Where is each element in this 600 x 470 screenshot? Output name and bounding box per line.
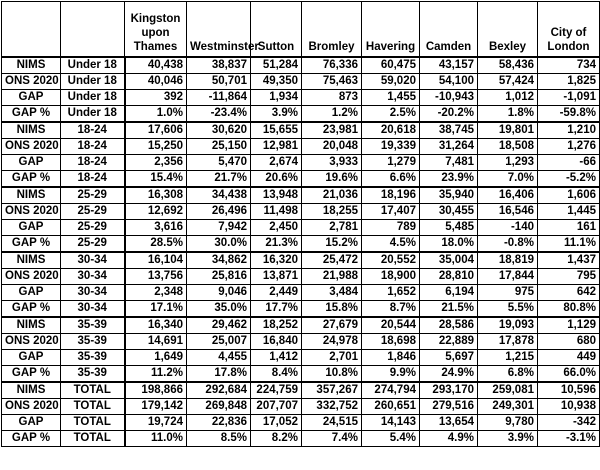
value-cell: 5,485 (420, 220, 478, 236)
column-header: Kingston upon Thames (125, 2, 187, 58)
value-cell: 23.9% (420, 171, 478, 188)
metric-cell: NIMS (2, 317, 61, 334)
column-header: Bexley (478, 2, 538, 58)
value-cell: 25,472 (302, 252, 362, 269)
value-cell: 11.1% (538, 236, 600, 253)
table-row (2, 252, 600, 269)
header-blank-cell (2, 2, 61, 58)
value-cell: 2,674 (251, 155, 302, 171)
value-cell: 274,794 (362, 382, 420, 399)
value-cell: 1,455 (362, 90, 420, 106)
value-cell: 734 (538, 57, 600, 74)
value-cell: 17.8% (187, 366, 251, 383)
value-cell: -20.2% (420, 106, 478, 123)
value-cell: 2,348 (125, 285, 187, 301)
value-cell: 161 (538, 220, 600, 236)
value-cell: 975 (478, 285, 538, 301)
value-cell: 51,284 (251, 57, 302, 74)
value-cell: 1,279 (362, 155, 420, 171)
metric-cell: GAP (2, 90, 61, 106)
metric-cell: GAP % (2, 171, 61, 188)
value-cell: 260,651 (362, 399, 420, 415)
age-group-cell: 18-24 (61, 171, 125, 188)
table-row (2, 399, 600, 415)
value-cell: 38,745 (420, 122, 478, 139)
value-cell: 1.8% (478, 106, 538, 123)
value-cell: 2,356 (125, 155, 187, 171)
value-cell: 269,848 (187, 399, 251, 415)
column-header: Havering (362, 2, 420, 58)
value-cell: 9,046 (187, 285, 251, 301)
value-cell: 15.2% (302, 236, 362, 253)
value-cell: 8.7% (362, 301, 420, 318)
value-cell: 5,470 (187, 155, 251, 171)
header-row (2, 2, 600, 58)
value-cell: 4,455 (187, 350, 251, 366)
value-cell: 40,046 (125, 74, 187, 90)
value-cell: 9.9% (362, 366, 420, 383)
value-cell: 19,801 (478, 122, 538, 139)
value-cell: 207,707 (251, 399, 302, 415)
age-group-cell: Under 18 (61, 57, 125, 74)
metric-cell: GAP (2, 285, 61, 301)
value-cell: 7,942 (187, 220, 251, 236)
value-cell: 17.7% (251, 301, 302, 318)
value-cell: 16,546 (478, 204, 538, 220)
table-row (2, 57, 600, 74)
value-cell: 28.5% (125, 236, 187, 253)
value-cell: 7,481 (420, 155, 478, 171)
age-group-cell: TOTAL (61, 382, 125, 399)
value-cell: 6.6% (362, 171, 420, 188)
value-cell: 11,498 (251, 204, 302, 220)
age-group-cell: Under 18 (61, 74, 125, 90)
value-cell: -3.1% (538, 431, 600, 447)
table-body (2, 57, 600, 447)
value-cell: 21.5% (420, 301, 478, 318)
value-cell: 8.4% (251, 366, 302, 383)
value-cell: 2,781 (302, 220, 362, 236)
value-cell: 25,816 (187, 269, 251, 285)
value-cell: 1.0% (125, 106, 187, 123)
age-group-cell: 18-24 (61, 122, 125, 139)
value-cell: 5.5% (478, 301, 538, 318)
age-group-cell: Under 18 (61, 90, 125, 106)
column-header: Sutton (251, 2, 302, 58)
value-cell: 789 (362, 220, 420, 236)
value-cell: 13,871 (251, 269, 302, 285)
value-cell: 2,450 (251, 220, 302, 236)
value-cell: 1,934 (251, 90, 302, 106)
value-cell: 18,900 (362, 269, 420, 285)
value-cell: 21.3% (251, 236, 302, 253)
metric-cell: GAP (2, 155, 61, 171)
value-cell: 1,215 (478, 350, 538, 366)
value-cell: 8.5% (187, 431, 251, 447)
value-cell: -23.4% (187, 106, 251, 123)
value-cell: 26,496 (187, 204, 251, 220)
table-row (2, 431, 600, 447)
value-cell: 3.9% (478, 431, 538, 447)
age-group-cell: 25-29 (61, 236, 125, 253)
value-cell: 18,819 (478, 252, 538, 269)
value-cell: 30,620 (187, 122, 251, 139)
metric-cell: GAP % (2, 106, 61, 123)
value-cell: 1,825 (538, 74, 600, 90)
population-comparison-table (1, 1, 600, 447)
value-cell: 357,267 (302, 382, 362, 399)
value-cell: 16,308 (125, 187, 187, 204)
value-cell: 27,679 (302, 317, 362, 334)
value-cell: 3,616 (125, 220, 187, 236)
value-cell: 21.7% (187, 171, 251, 188)
value-cell: 13,948 (251, 187, 302, 204)
value-cell: 16,320 (251, 252, 302, 269)
age-group-cell: Under 18 (61, 106, 125, 123)
value-cell: 7.0% (478, 171, 538, 188)
value-cell: 1,412 (251, 350, 302, 366)
value-cell: 18,196 (362, 187, 420, 204)
value-cell: 11.0% (125, 431, 187, 447)
value-cell: 13,654 (420, 415, 478, 431)
value-cell: 13,756 (125, 269, 187, 285)
value-cell: 24.9% (420, 366, 478, 383)
table-row (2, 350, 600, 366)
value-cell: 5,697 (420, 350, 478, 366)
value-cell: 6.8% (478, 366, 538, 383)
value-cell: -66 (538, 155, 600, 171)
value-cell: 293,170 (420, 382, 478, 399)
value-cell: 224,759 (251, 382, 302, 399)
value-cell: 14,691 (125, 334, 187, 350)
table-row (2, 415, 600, 431)
column-header: Westminster (187, 2, 251, 58)
value-cell: 1,437 (538, 252, 600, 269)
value-cell: 20.6% (251, 171, 302, 188)
value-cell: 18,698 (362, 334, 420, 350)
value-cell: 16,340 (125, 317, 187, 334)
age-group-cell: 18-24 (61, 155, 125, 171)
age-group-cell: 25-29 (61, 204, 125, 220)
value-cell: 1,210 (538, 122, 600, 139)
table-row (2, 334, 600, 350)
value-cell: 54,100 (420, 74, 478, 90)
metric-cell: GAP % (2, 301, 61, 318)
value-cell: 1,649 (125, 350, 187, 366)
table-row (2, 139, 600, 155)
value-cell: 17,844 (478, 269, 538, 285)
value-cell: 16,104 (125, 252, 187, 269)
metric-cell: ONS 2020 (2, 334, 61, 350)
table-row (2, 74, 600, 90)
age-group-cell: 30-34 (61, 285, 125, 301)
value-cell: 1.2% (302, 106, 362, 123)
value-cell: 1,012 (478, 90, 538, 106)
value-cell: 1,606 (538, 187, 600, 204)
value-cell: 873 (302, 90, 362, 106)
age-group-cell: 35-39 (61, 317, 125, 334)
value-cell: 23,981 (302, 122, 362, 139)
value-cell: 66.0% (538, 366, 600, 383)
value-cell: 1,129 (538, 317, 600, 334)
value-cell: 7.4% (302, 431, 362, 447)
table-row (2, 90, 600, 106)
age-group-cell: 30-34 (61, 301, 125, 318)
table-row (2, 204, 600, 220)
value-cell: 50,701 (187, 74, 251, 90)
value-cell: 24,978 (302, 334, 362, 350)
value-cell: 1,445 (538, 204, 600, 220)
metric-cell: GAP % (2, 236, 61, 253)
value-cell: 10.8% (302, 366, 362, 383)
table-row (2, 269, 600, 285)
value-cell: 59,020 (362, 74, 420, 90)
value-cell: 22,836 (187, 415, 251, 431)
value-cell: 11.2% (125, 366, 187, 383)
age-group-cell: 18-24 (61, 139, 125, 155)
column-header: City of London (538, 2, 600, 58)
value-cell: 16,840 (251, 334, 302, 350)
age-group-cell: 30-34 (61, 252, 125, 269)
value-cell: 12,692 (125, 204, 187, 220)
value-cell: 49,350 (251, 74, 302, 90)
value-cell: 4.9% (420, 431, 478, 447)
value-cell: 1,652 (362, 285, 420, 301)
value-cell: 2,449 (251, 285, 302, 301)
value-cell: 5.4% (362, 431, 420, 447)
age-group-cell: 25-29 (61, 220, 125, 236)
value-cell: 392 (125, 90, 187, 106)
value-cell: 75,463 (302, 74, 362, 90)
column-header: Camden (420, 2, 478, 58)
value-cell: 14,143 (362, 415, 420, 431)
value-cell: 1,846 (362, 350, 420, 366)
value-cell: 21,036 (302, 187, 362, 204)
value-cell: 18,255 (302, 204, 362, 220)
value-cell: 332,752 (302, 399, 362, 415)
age-group-cell: 35-39 (61, 366, 125, 383)
value-cell: 249,301 (478, 399, 538, 415)
value-cell: 25,150 (187, 139, 251, 155)
value-cell: 4.5% (362, 236, 420, 253)
value-cell: 57,424 (478, 74, 538, 90)
column-header: Bromley (302, 2, 362, 58)
value-cell: -59.8% (538, 106, 600, 123)
value-cell: 17,878 (478, 334, 538, 350)
value-cell: 30,455 (420, 204, 478, 220)
age-group-cell: TOTAL (61, 399, 125, 415)
value-cell: 76,336 (302, 57, 362, 74)
metric-cell: ONS 2020 (2, 204, 61, 220)
value-cell: 21,988 (302, 269, 362, 285)
value-cell: 292,684 (187, 382, 251, 399)
metric-cell: ONS 2020 (2, 139, 61, 155)
value-cell: 1,276 (538, 139, 600, 155)
value-cell: 2.5% (362, 106, 420, 123)
value-cell: 3,484 (302, 285, 362, 301)
metric-cell: NIMS (2, 57, 61, 74)
table-row (2, 155, 600, 171)
value-cell: 642 (538, 285, 600, 301)
value-cell: 25,007 (187, 334, 251, 350)
value-cell: -0.8% (478, 236, 538, 253)
value-cell: 795 (538, 269, 600, 285)
metric-cell: GAP % (2, 431, 61, 447)
value-cell: 38,837 (187, 57, 251, 74)
value-cell: 680 (538, 334, 600, 350)
value-cell: 35.0% (187, 301, 251, 318)
value-cell: 8.2% (251, 431, 302, 447)
metric-cell: GAP (2, 220, 61, 236)
value-cell: 279,516 (420, 399, 478, 415)
value-cell: 16,406 (478, 187, 538, 204)
age-group-cell: 25-29 (61, 187, 125, 204)
metric-cell: NIMS (2, 122, 61, 139)
value-cell: 34,862 (187, 252, 251, 269)
table-row (2, 187, 600, 204)
value-cell: -342 (538, 415, 600, 431)
value-cell: 198,866 (125, 382, 187, 399)
value-cell: 15,655 (251, 122, 302, 139)
value-cell: -11,864 (187, 90, 251, 106)
value-cell: 31,264 (420, 139, 478, 155)
metric-cell: GAP (2, 415, 61, 431)
value-cell: 20,544 (362, 317, 420, 334)
value-cell: 3,933 (302, 155, 362, 171)
value-cell: 19,093 (478, 317, 538, 334)
value-cell: 2,701 (302, 350, 362, 366)
metric-cell: NIMS (2, 187, 61, 204)
value-cell: 18,508 (478, 139, 538, 155)
value-cell: 10,938 (538, 399, 600, 415)
value-cell: 35,004 (420, 252, 478, 269)
value-cell: 179,142 (125, 399, 187, 415)
table-row (2, 106, 600, 123)
value-cell: 6,194 (420, 285, 478, 301)
table-row (2, 382, 600, 399)
value-cell: 43,157 (420, 57, 478, 74)
table-row (2, 236, 600, 253)
value-cell: 17,606 (125, 122, 187, 139)
table-row (2, 220, 600, 236)
value-cell: 19,339 (362, 139, 420, 155)
metric-cell: ONS 2020 (2, 74, 61, 90)
value-cell: 15,250 (125, 139, 187, 155)
value-cell: 12,981 (251, 139, 302, 155)
table-row (2, 122, 600, 139)
age-group-cell: 30-34 (61, 269, 125, 285)
table-row (2, 285, 600, 301)
value-cell: 22,889 (420, 334, 478, 350)
value-cell: 40,438 (125, 57, 187, 74)
metric-cell: GAP % (2, 366, 61, 383)
value-cell: -140 (478, 220, 538, 236)
metric-cell: NIMS (2, 382, 61, 399)
metric-cell: GAP (2, 350, 61, 366)
value-cell: 80.8% (538, 301, 600, 318)
value-cell: 19.6% (302, 171, 362, 188)
value-cell: 15.4% (125, 171, 187, 188)
age-group-cell: TOTAL (61, 415, 125, 431)
value-cell: 20,552 (362, 252, 420, 269)
value-cell: 17.1% (125, 301, 187, 318)
value-cell: 58,436 (478, 57, 538, 74)
header-blank-cell (61, 2, 125, 58)
value-cell: 17,407 (362, 204, 420, 220)
value-cell: 449 (538, 350, 600, 366)
value-cell: 1,293 (478, 155, 538, 171)
age-group-cell: 35-39 (61, 334, 125, 350)
value-cell: 34,438 (187, 187, 251, 204)
table-row (2, 366, 600, 383)
value-cell: 10,596 (538, 382, 600, 399)
value-cell: 9,780 (478, 415, 538, 431)
value-cell: -1,091 (538, 90, 600, 106)
table-row (2, 301, 600, 318)
value-cell: 28,810 (420, 269, 478, 285)
metric-cell: NIMS (2, 252, 61, 269)
value-cell: 18,252 (251, 317, 302, 334)
value-cell: 20,618 (362, 122, 420, 139)
value-cell: -10,943 (420, 90, 478, 106)
value-cell: 18.0% (420, 236, 478, 253)
value-cell: 29,462 (187, 317, 251, 334)
value-cell: 17,052 (251, 415, 302, 431)
value-cell: -5.2% (538, 171, 600, 188)
value-cell: 35,940 (420, 187, 478, 204)
value-cell: 259,081 (478, 382, 538, 399)
metric-cell: ONS 2020 (2, 399, 61, 415)
value-cell: 30.0% (187, 236, 251, 253)
table-row (2, 171, 600, 188)
value-cell: 24,515 (302, 415, 362, 431)
metric-cell: ONS 2020 (2, 269, 61, 285)
value-cell: 28,586 (420, 317, 478, 334)
age-group-cell: 35-39 (61, 350, 125, 366)
value-cell: 15.8% (302, 301, 362, 318)
age-group-cell: TOTAL (61, 431, 125, 447)
value-cell: 3.9% (251, 106, 302, 123)
value-cell: 60,475 (362, 57, 420, 74)
value-cell: 19,724 (125, 415, 187, 431)
table-row (2, 317, 600, 334)
value-cell: 20,048 (302, 139, 362, 155)
